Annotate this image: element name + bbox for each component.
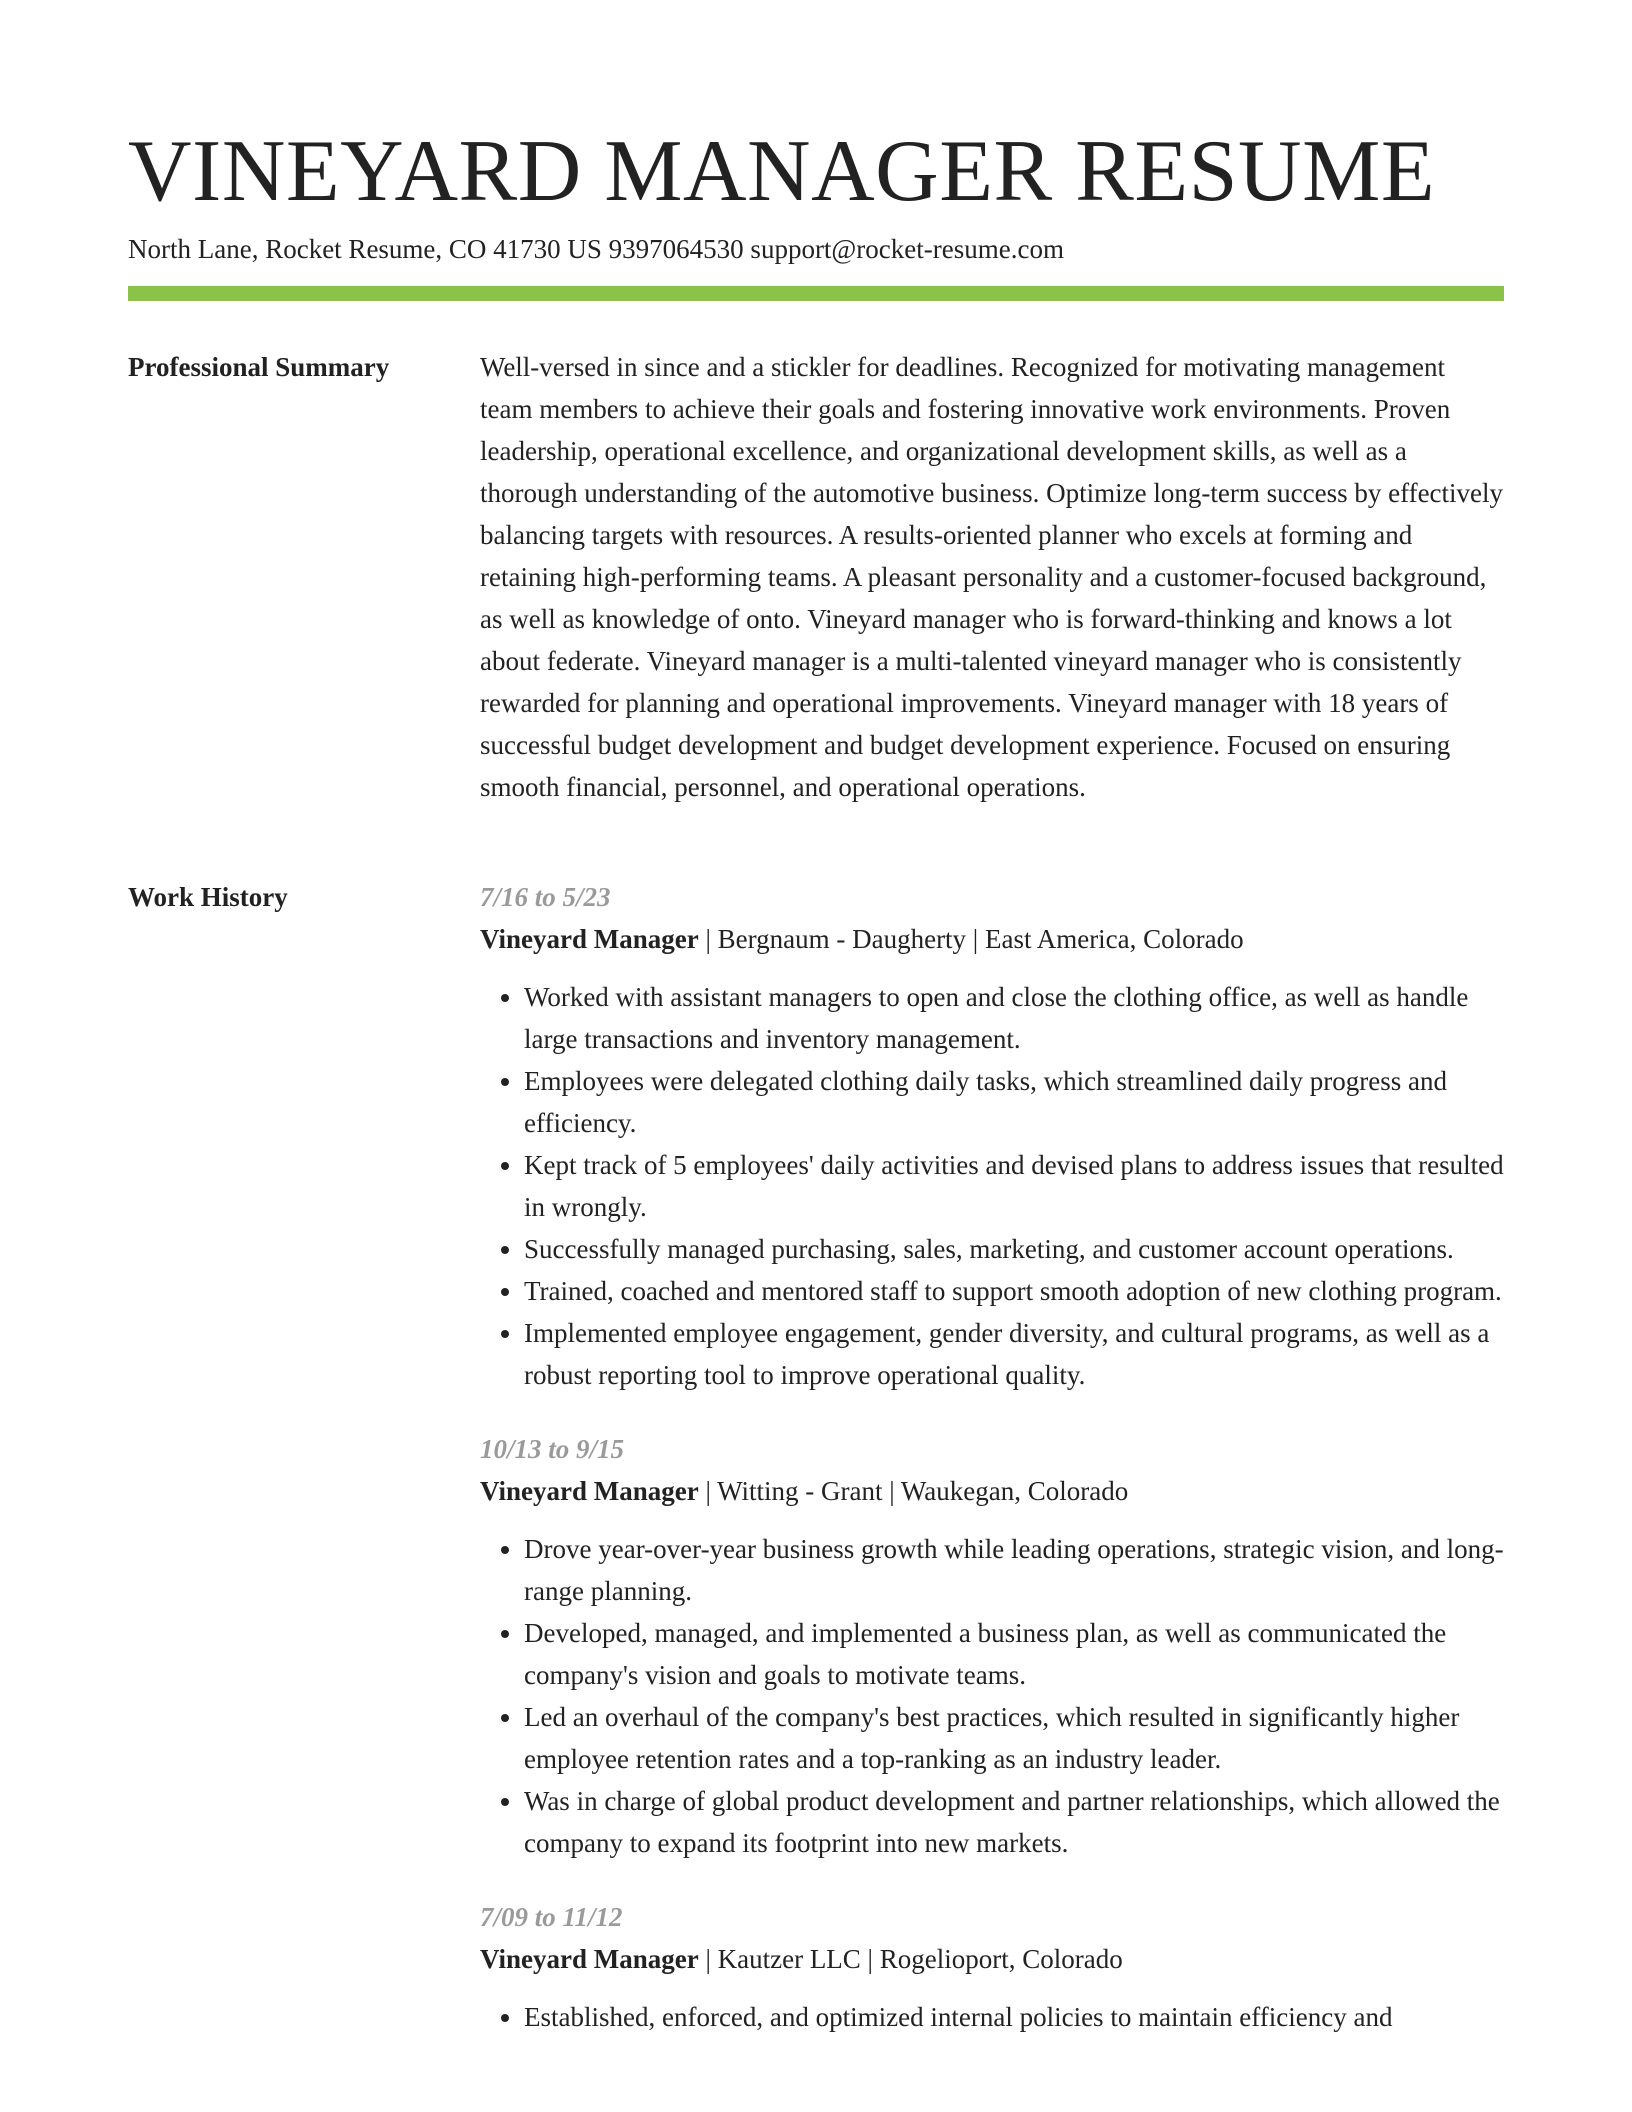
summary-heading: Professional Summary	[128, 352, 390, 382]
job-bullet: • Employees were delegated clothing daily tasks, which streamlined daily progress and efficiency.	[524, 1060, 1504, 1144]
job-bullet: • Trained, coached and mentored staff to support smooth adoption of new clothing program.	[524, 1270, 1504, 1312]
job-title: Vineyard Manager	[480, 924, 699, 954]
job-bullet: • Was in charge of global product development and partner relationships, which allowed the company to expand its footprint into new markets.	[524, 1780, 1504, 1864]
job-entry	[480, 1896, 1504, 2038]
job-bullets	[480, 976, 1504, 1396]
job-bullets	[480, 1528, 1504, 1864]
job-dates: 7/09 to 11/12	[480, 1902, 623, 1932]
job-bullets	[480, 1996, 1504, 2038]
job-entry	[480, 876, 1504, 1396]
job-heading	[480, 1470, 1504, 1512]
job-bullet: • Led an overhaul of the company's best practices, which resulted in significantly higher employee retention rates and a top-ranking as an industry leader.	[524, 1696, 1504, 1780]
job-bullet: • Kept track of 5 employees' daily activities and devised plans to address issues that resulted in wrongly.	[524, 1144, 1504, 1228]
job-entry	[480, 1428, 1504, 1864]
resume-title: VINEYARD MANAGER RESUME	[128, 123, 1436, 220]
job-dates: 7/16 to 5/23	[480, 882, 611, 912]
job-title: Vineyard Manager	[480, 1476, 699, 1506]
job-heading	[480, 918, 1504, 960]
summary-text: Well-versed in since and a stickler for deadlines. Recognized for motivating management team members to achieve their goals and fostering innovative work environments. Proven leadership, operational excellence, and organizational development skills, as well as a thorough understanding of the automotive business. Optimize long-term success by effectively balancing targets with resources. A results-oriented planner who excels at forming and retaining high-performing teams. A pleasant personality and a customer-focused background, as well as knowledge of onto. Vineyard manager who is forward-thinking and knows a lot about federate. Vineyard manager is a multi-talented vineyard manager who is consistently rewarded for planning and operational improvements. Vineyard manager with 18 years of successful budget development and budget development experience. Focused on ensuring smooth financial, personnel, and operational operations.	[480, 352, 1504, 802]
work-history-heading: Work History	[128, 882, 288, 912]
job-heading	[480, 1938, 1504, 1980]
contact-info: North Lane, Rocket Resume, CO 41730 US 9397064530 support@rocket-resume.com	[128, 234, 1064, 264]
job-bullet: • Developed, managed, and implemented a business plan, as well as communicated the company's vision and goals to motivate teams.	[524, 1612, 1504, 1696]
job-details: | Witting - Grant | Waukegan, Colorado	[698, 1476, 1129, 1506]
job-bullet: • Successfully managed purchasing, sales, marketing, and customer account operations.	[524, 1228, 1504, 1270]
job-bullet: • Drove year-over-year business growth while leading operations, strategic vision, and long-range planning.	[524, 1528, 1504, 1612]
work-history-section	[480, 876, 1504, 2038]
job-details: | Bergnaum - Daugherty | East America, Colorado	[698, 924, 1244, 954]
summary-section	[480, 346, 1504, 808]
accent-divider	[128, 286, 1504, 301]
job-title: Vineyard Manager	[480, 1944, 699, 1974]
job-details: | Kautzer LLC | Rogelioport, Colorado	[698, 1944, 1123, 1974]
job-bullet: • Established, enforced, and optimized internal policies to maintain efficiency and	[524, 1996, 1504, 2038]
job-dates: 10/13 to 9/15	[480, 1434, 625, 1464]
job-bullet: • Worked with assistant managers to open and close the clothing office, as well as handle large transactions and inventory management.	[524, 976, 1504, 1060]
job-bullet: • Implemented employee engagement, gender diversity, and cultural programs, as well as a robust reporting tool to improve operational quality.	[524, 1312, 1504, 1396]
